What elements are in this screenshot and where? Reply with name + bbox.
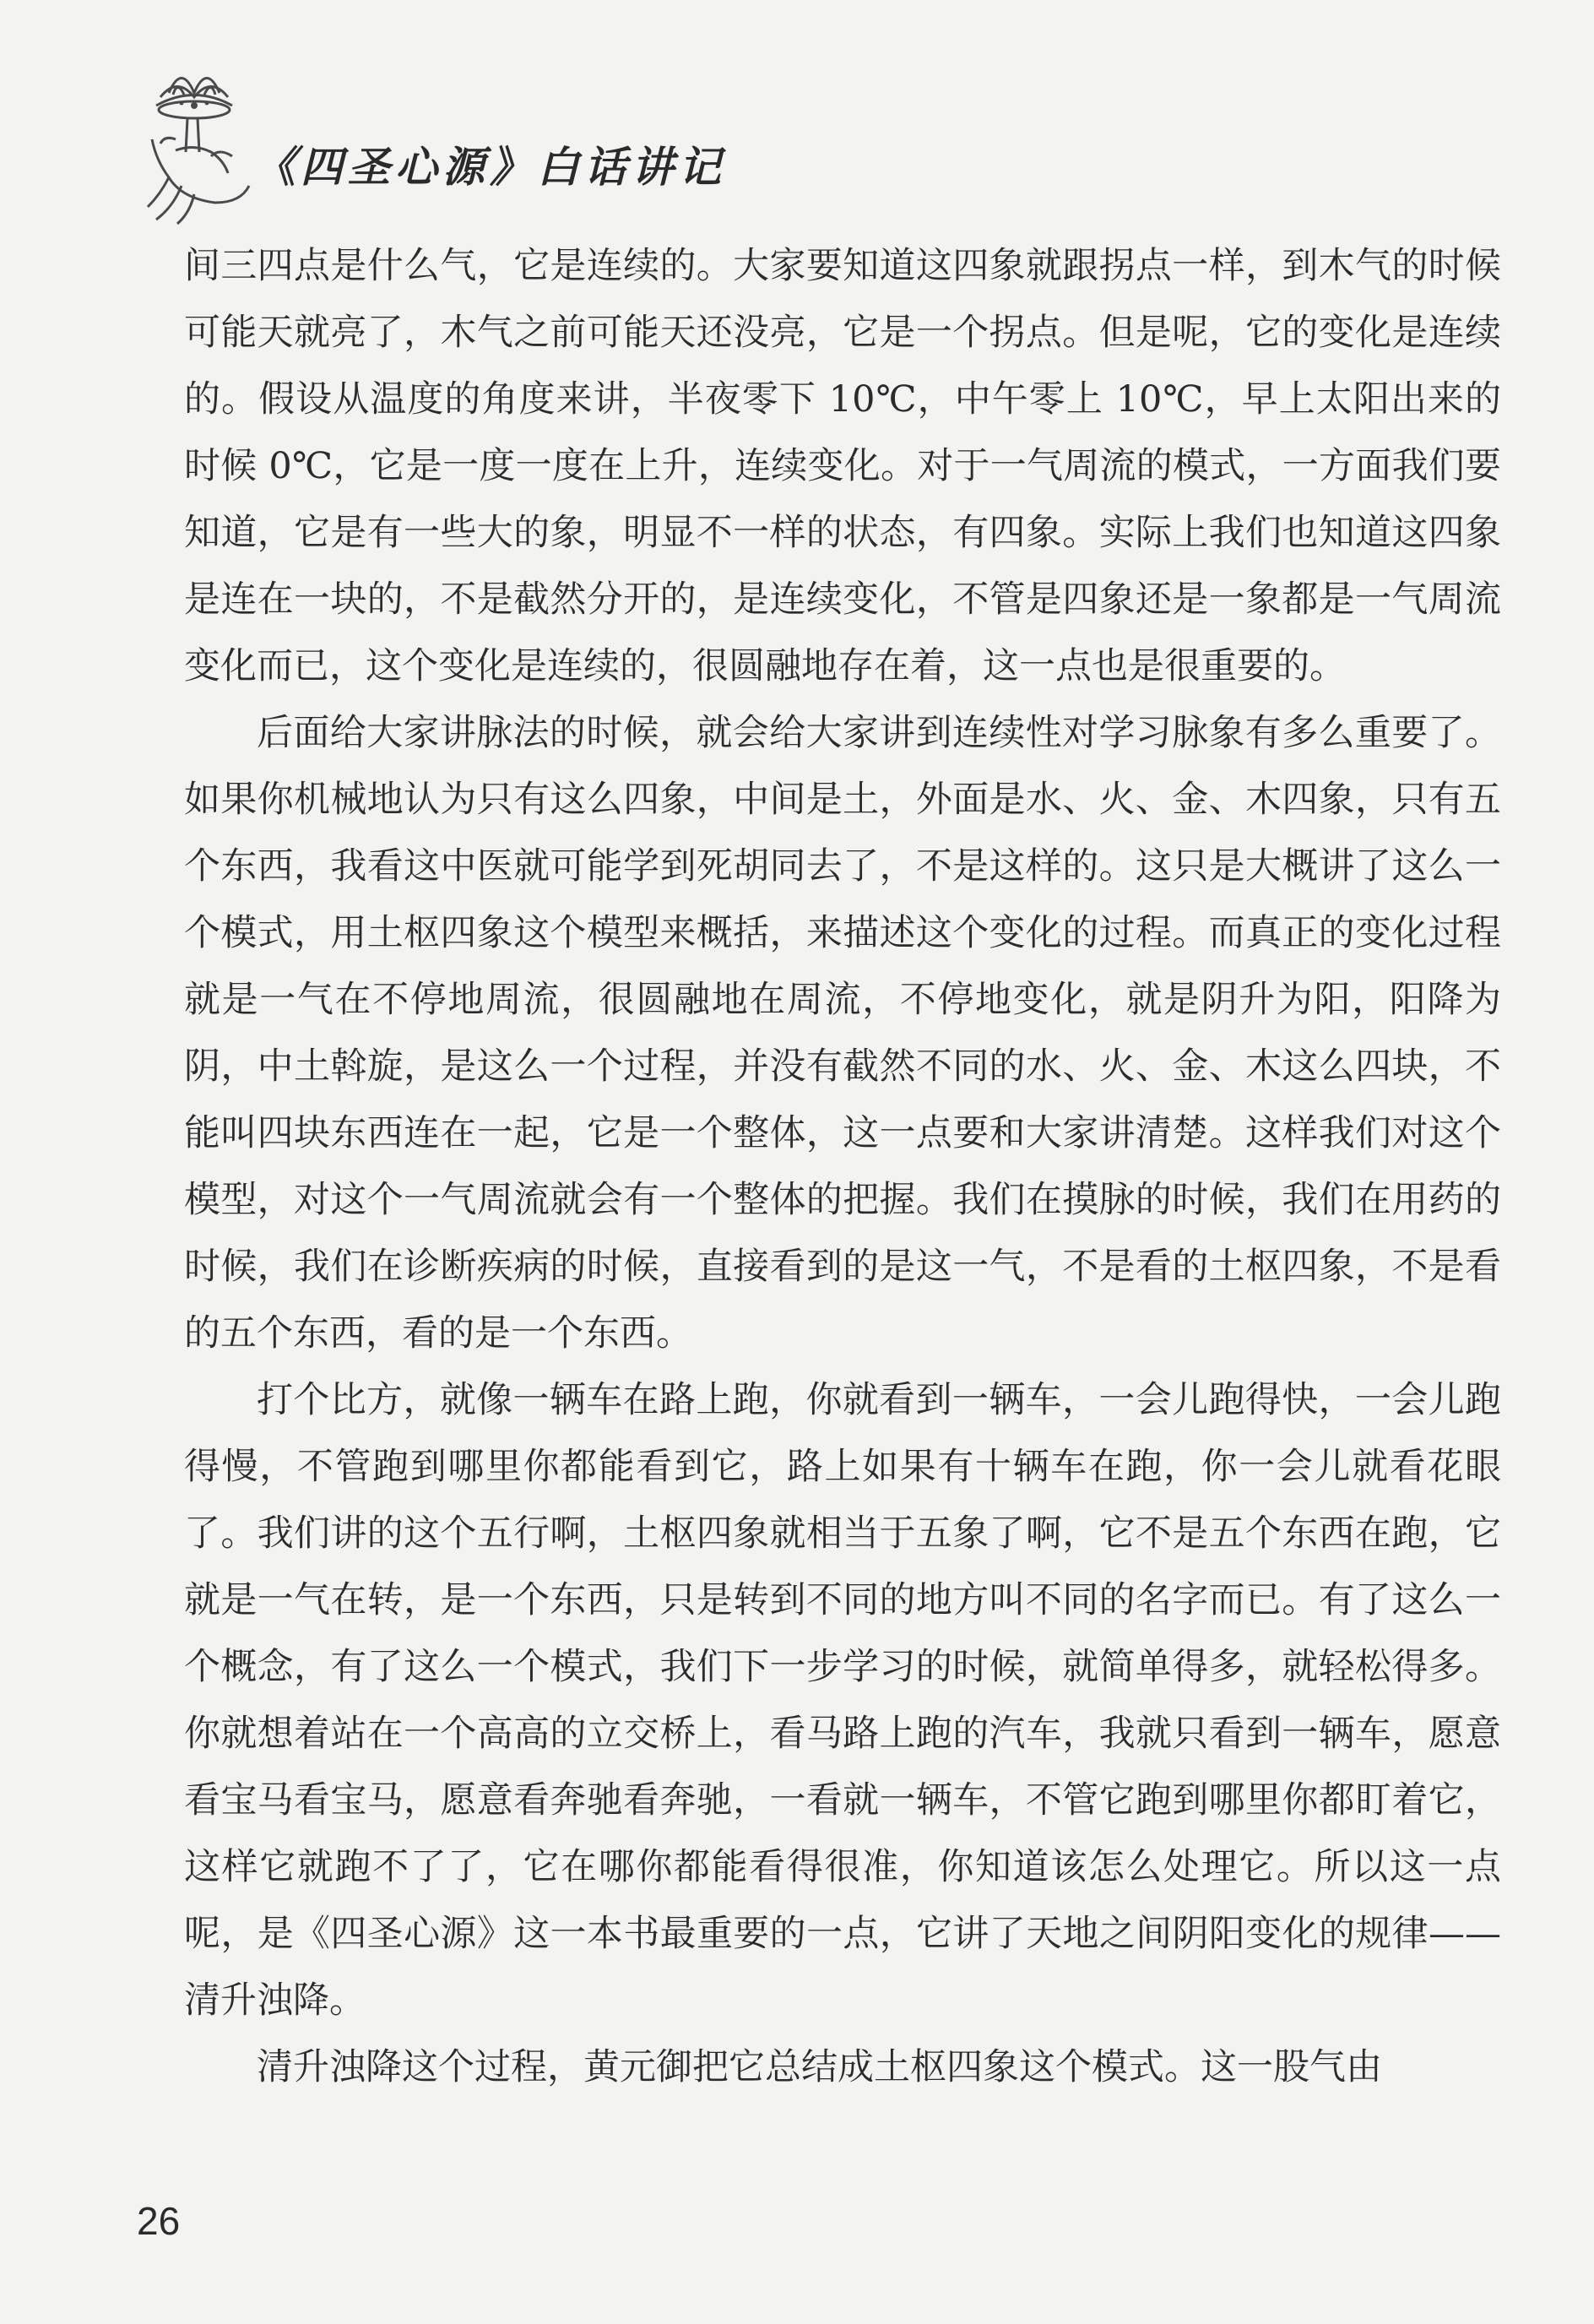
paragraph: 间三四点是什么气，它是连续的。大家要知道这四象就跟拐点一样，到木气的时候可能天就亮了，木气之前可能天还没亮，它是一个拐点。但是呢，它的变化是连续的。假设从温度的角度来讲，半夜零下 10℃，中午零上 10℃，早上太阳出来的时候 0℃，它是一度一度在上升，连续变化。对于一气周流的模式，一方面我们要知道，它是有一些大的象，明显不一样的状态，有四象。实际上我们也知道这四象是连在一块的，不是截然分开的，是连续变化，不管是四象还是一象都是一气周流变化而已，这个变化是连续的，很圆融地存在着，这一点也是很重要的。	[184, 245, 1501, 687]
paragraph: 打个比方，就像一辆车在路上跑，你就看到一辆车，一会儿跑得快，一会儿跑得慢，不管跑到哪里你都能看到它，路上如果有十辆车在跑，你一会儿就看花眼了。我们讲的这个五行啊，土枢四象就相当于五象了啊，它不是五个东西在跑，它就是一气在转，是一个东西，只是转到不同的地方叫不同的名字而已。有了这么一个概念，有了这么一个模式，我们下一步学习的时候，就简单得多，就轻松得多。你就想着站在一个高高的立交桥上，看马路上跑的汽车，我就只看到一辆车，愿意看宝马看宝马，愿意看奔驰看奔驰，一看就一辆车，不管它跑到哪里你都盯着它，这样它就跑不了了，它在哪你都能看得很准，你知道该怎么处理它。所以这一点呢，是《四圣心源》这一本书最重要的一点，它讲了天地之间阴阳变化的规律——清升浊降。	[184, 1379, 1501, 2022]
paragraph: 清升浊降这个过程，黄元御把它总结成土枢四象这个模式。这一股气由	[257, 2046, 1382, 2088]
paragraph: 后面给大家讲脉法的时候，就会给大家讲到连续性对学习脉象有多么重要了。如果你机械地认为只有这么四象，中间是土，外面是水、火、金、木四象，只有五个东西，我看这中医就可能学到死胡同去了，不是这样的。这只是大概讲了这么一个模式，用土枢四象这个模型来概括，来描述这个变化的过程。而真正的变化过程就是一气在不停地周流，很圆融地在周流，不停地变化，就是阴升为阳，阳降为阴，中土斡旋，是这么一个过程，并没有截然不同的水、火、金、木这么四块，不能叫四块东西连在一起，它是一个整体，这一点要和大家讲清楚。这样我们对这个模型，对这个一气周流就会有一个整体的把握。我们在摸脉的时候，我们在用药的时候，我们在诊断疾病的时候，直接看到的是这一气，不是看的土枢四象，不是看的五个东西，看的是一个东西。	[184, 712, 1501, 1355]
book-title: 《四圣心源》白话讲记	[253, 142, 726, 192]
lotus-hand-icon	[135, 59, 253, 228]
page-number: 26	[137, 2199, 181, 2243]
page-body	[184, 233, 1501, 2101]
running-header	[135, 59, 726, 228]
